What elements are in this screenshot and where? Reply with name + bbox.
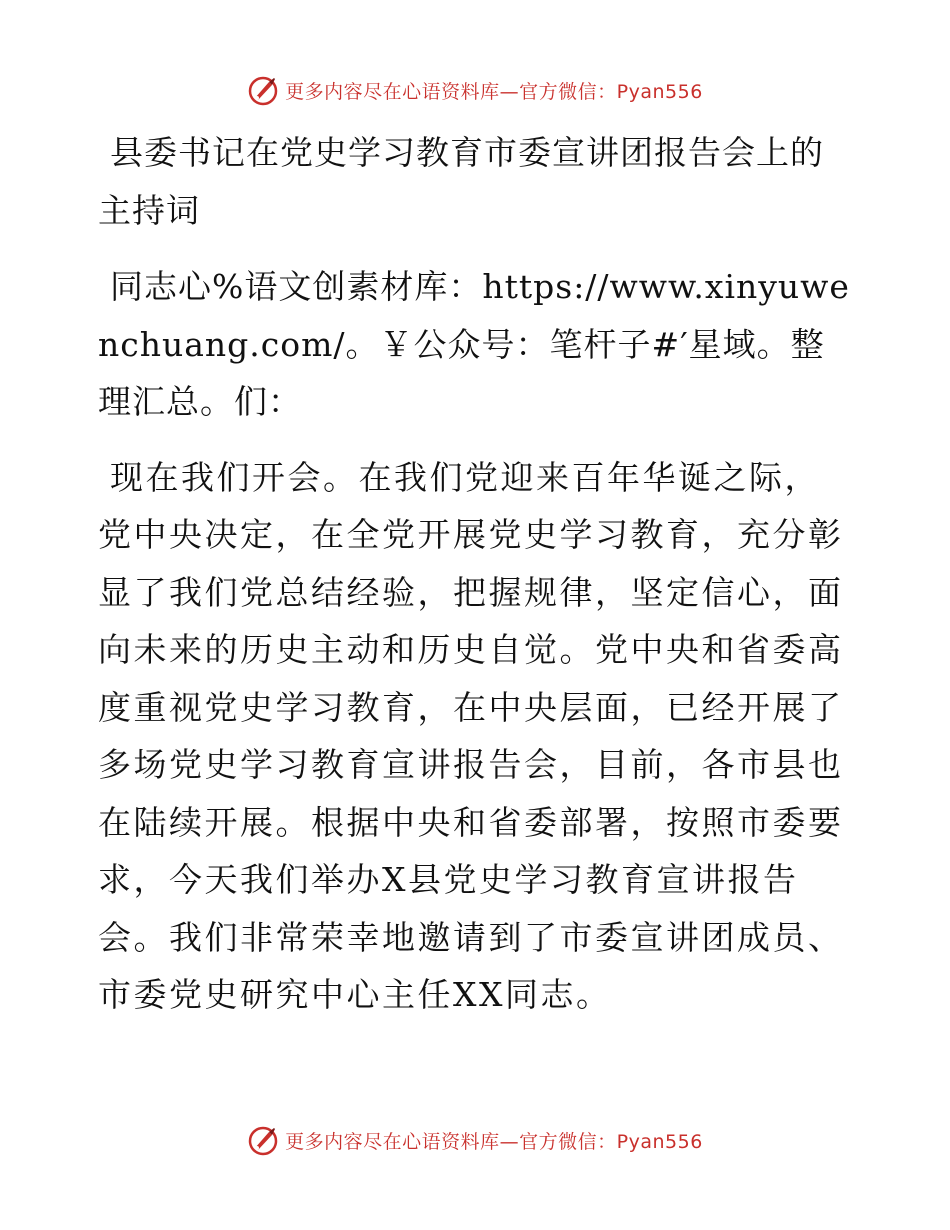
footer-banner — [0, 1120, 950, 1160]
quill-pen-logo-icon — [247, 74, 279, 106]
body-paragraph: 现在我们开会。在我们党迎来百年华诞之际，党中央决定，在全党开展党史学习教育，充分彰显了我们党总结经验，把握规律，坚定信心，面向未来的历史主动和历史自觉。党中央和省委高度重视党史学习教育，在中央层面，已经开展了多场党史学习教育宣讲报告会，目前，各市县也在陆续开展。根据中央和省委部署，按照市委要求，今天我们举办X县党史学习教育宣讲报告会。我们非常荣幸地邀请到了市委宣讲团成员、市委党史研究中心主任XX同志。 — [98, 457, 844, 1014]
document-body — [98, 124, 850, 1024]
header-banner-text: 更多内容尽在心语资料库—官方微信：Pyan556 — [285, 80, 703, 103]
greeting-paragraph: 同志心%语文创素材库：https://www.xinyuwenchuang.com/。￥公众号：笔杆子#′星域。整理汇总。们： — [98, 267, 850, 421]
header-banner — [0, 70, 950, 110]
footer-banner-text: 更多内容尽在心语资料库—官方微信：Pyan556 — [285, 1130, 703, 1153]
quill-pen-logo-icon — [247, 1124, 279, 1156]
document-title: 县委书记在党史学习教育市委宣讲团报告会上的主持词 — [98, 133, 824, 230]
